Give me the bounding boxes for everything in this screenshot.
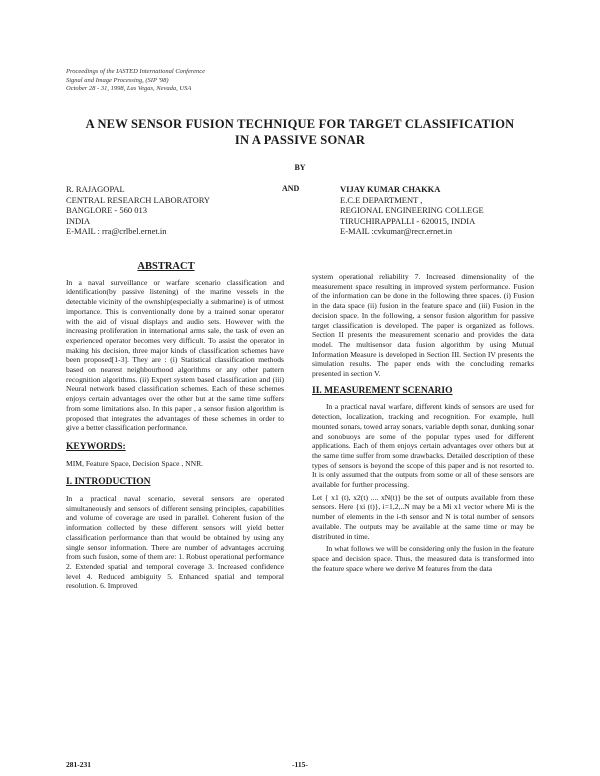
measurement-heading: II. MEASUREMENT SCENARIO [312, 385, 453, 396]
header-line: October 28 - 31, 1998, Las Vegas, Nevada, USA [66, 85, 192, 92]
author-left-line: E-MAIL : rra@crlbel.ernet.in [66, 226, 167, 236]
author-right-line: VIJAY KUMAR CHAKKA [340, 184, 441, 194]
measurement-paragraph: In a practical naval warfare, different kinds of sensors are used for detection, localization, tracking and recognition. For example, hull mounted sonars, towed array sonars, variable depth sonar, dunking sonar and sonobuoys are some of the popular types used for different applications. Each of them enjoys certain advantages over others but at the same time suffer from some drawbacks. Detailed description of these types of sensors is beyond the scope of this paper and is not resorted to. It is only assumed that the outputs from some or all of these sensors are available for further processing. [312, 402, 534, 490]
footer-code: 281-231 [66, 760, 91, 769]
author-left-line: CENTRAL RESEARCH LABORATORY [66, 194, 211, 205]
intro-continued-text: system operational reliability 7. Increased dimensionality of the measurement space resulting in improved system performance. Fusion of the information can be done in the following three spaces. (i) Fusion in the data space (ii) fusion in the feature space and (iii) Fusion in the decision space. In the following, a sensor fusion algorithm for passive target classification is developed. The paper is organized as follows. Section II presents the measurement scenario and provides the data model. The multisensor data fusion algorithm by using Mutual Information Measure is developed in Section III. Section IV presents the simulation results. The paper ends with the concluding remarks presented in section V. [312, 272, 534, 379]
measurement-paragraph: In what follows we will be considering only the fusion in the feature space and decision space. Thus, the measured data is transformed into the feature space where we derive M features from the data [312, 544, 534, 573]
title-line: A NEW SENSOR FUSION TECHNIQUE FOR TARGET CLASSIFICATION [85, 117, 515, 131]
and-label: AND [282, 184, 300, 193]
left-column [66, 262, 284, 594]
abstract-heading: ABSTRACT [137, 261, 195, 272]
author-right-line: REGIONAL ENGINEERING COLLEGE [340, 205, 484, 215]
measurement-paragraph: Let { x1 (t), x2(t) .... xN(t)} be the set of outputs available from these sensors. Here {xi (t)}, i=1,2,..N may be a Mi x1 vector where Mi is the number of elements in the i-th sensor and N is total number of sensors available. The outputs may be available at the same time or may be distributed in time. [312, 492, 534, 541]
author-right [340, 184, 484, 237]
page-number: -115- [292, 760, 308, 769]
keywords-heading: KEYWORDS: [66, 441, 126, 452]
abstract-text: In a naval surveillance or warfare scenario classification and identification(by passive listening) of the marine vessels in the detectable vicinity of the ownship(especially a submarine) is of utmost importance. This is conventionally done by a trained sonar operator with the aid of visual displays and audio sets. However with the increasing proliferation in international arms sale, the task of even an experienced operator becomes very difficult. To assist the operator in making his decision, three major kinds of classification schemes have been proposed[1-3]. They are : (i) Statistical classification methods based on nearest neighbourhood algorithms or any other pattern recognition algorithms. (ii) Expert system based classification and (iii) Neural network based classification schemes. Each of these schemes enjoys certain advantages over the other but at the same time suffers from some limitations also. In this paper , a sensor fusion algorithm is proposed that integrates the advantages of these schemes in order to give a better classification performance. [66, 277, 284, 433]
keywords-text: MIM, Feature Space, Decision Space , NNR. [66, 458, 204, 468]
author-right-line: TIRUCHIRAPPALLI - 620015, INDIA [340, 215, 476, 226]
intro-heading: I. INTRODUCTION [66, 477, 151, 488]
author-left [66, 184, 210, 237]
author-right-line: E-MAIL :cvkumar@recr.ernet.in [340, 226, 453, 236]
intro-text: In a practical naval scenario, several sensors are operated simultaneously and sensors of different sensing principles, capabilities and volume of coverage are used in parallel. Coherent fusion of the information collected by these different sensors will yield better classification performance than that would be obtained by using any single sensor information. There are number of advantages accruing from such fusion, some of them are: 1. Robust operational performance 2. Extended spatial and temporal coverage 3. Increased confidence level 4. Reduced ambiguity 5. Enhanced spatial and temporal resolution. 6. Improved [66, 494, 284, 591]
header-line: Proceedings of the IASTED International Conference [66, 68, 206, 75]
author-left-line: BANGLORE - 560 013 [66, 205, 147, 215]
author-left-line: R. RAJAGOPAL [66, 184, 125, 194]
by-label: BY [294, 163, 306, 172]
title-line: IN A PASSIVE SONAR [234, 133, 366, 147]
right-column [312, 272, 534, 576]
author-left-line: INDIA [66, 215, 91, 226]
paper-title [40, 116, 560, 148]
header-line: Signal and Image Processing, (SIP '98) [66, 76, 169, 84]
author-right-line: E.C.E DEPARTMENT , [340, 194, 423, 205]
conference-header [66, 68, 326, 94]
